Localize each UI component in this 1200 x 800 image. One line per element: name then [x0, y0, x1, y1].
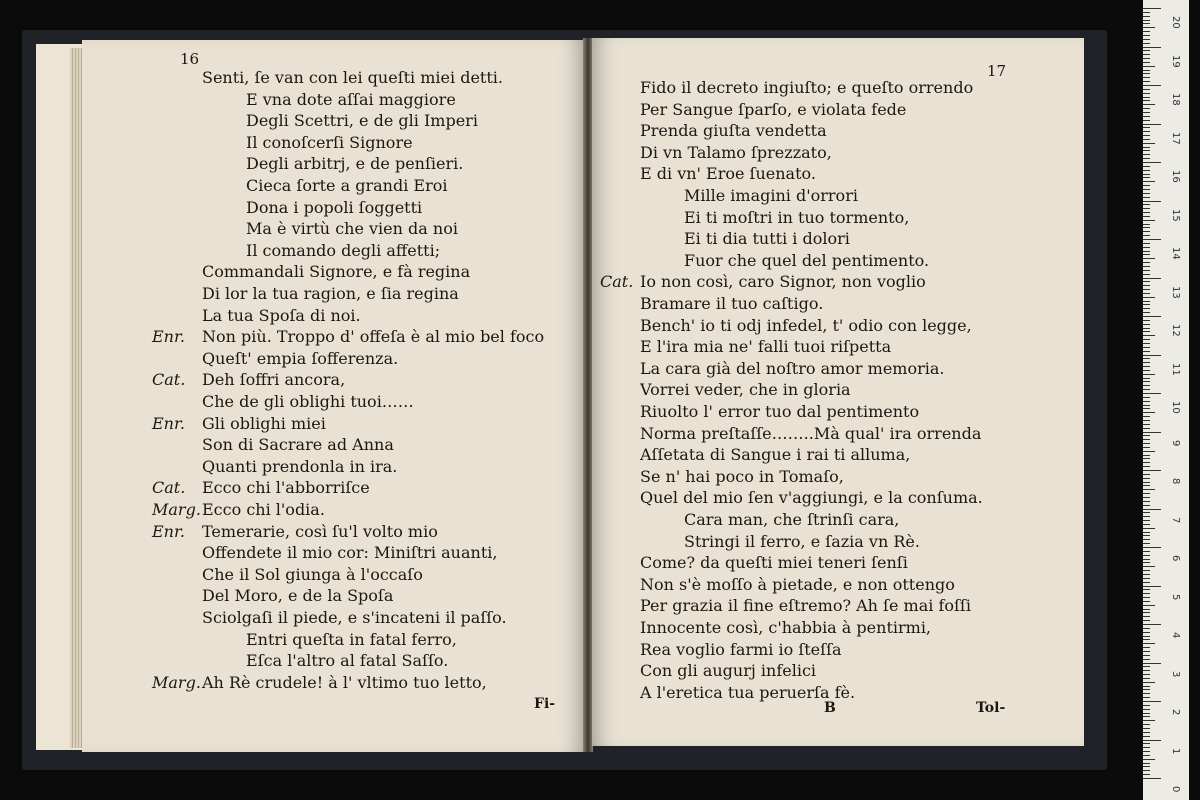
verse-line: Cieca ſorte a grandi Eroi — [246, 176, 448, 195]
ruler-tick — [1143, 89, 1150, 90]
ruler-tick — [1143, 408, 1150, 409]
ruler-tick — [1143, 104, 1155, 105]
ruler-number: 1 — [1170, 747, 1181, 754]
ruler-tick — [1143, 736, 1150, 737]
ruler-tick — [1143, 747, 1150, 748]
verse-line: E di vn' Eroe ſuenato. — [640, 164, 816, 184]
ruler-tick — [1143, 643, 1155, 644]
ruler-number: 19 — [1170, 54, 1181, 68]
ruler-tick — [1143, 693, 1150, 694]
ruler-tick — [1143, 177, 1150, 178]
right-page — [592, 38, 1084, 746]
ruler-tick — [1143, 247, 1150, 248]
ruler-tick — [1143, 258, 1155, 259]
ruler-tick — [1143, 281, 1150, 282]
ruler-tick — [1143, 39, 1150, 40]
ruler-tick — [1143, 355, 1161, 356]
ruler-tick — [1143, 385, 1150, 386]
verse-line: Eſca l'altro al fatal Saſſo. — [246, 651, 449, 671]
ruler-tick — [1143, 185, 1150, 186]
ruler-tick — [1143, 586, 1161, 587]
ruler-tick — [1143, 308, 1150, 309]
ruler-tick — [1143, 535, 1150, 536]
ruler-tick — [1143, 670, 1150, 671]
ruler-tick — [1143, 43, 1150, 44]
ruler-tick — [1143, 636, 1150, 637]
verse-line: Aſſetata di Sangue i rai ti alluma, — [640, 445, 911, 465]
ruler-tick — [1143, 539, 1150, 540]
ruler-tick — [1143, 293, 1150, 294]
ruler-tick — [1143, 458, 1150, 459]
ruler-tick — [1143, 639, 1150, 640]
ruler-tick — [1143, 582, 1150, 583]
ruler-tick — [1143, 262, 1150, 263]
verse-line: Fido il decreto ingiuſto; e queſto orrendo — [640, 78, 974, 97]
ruler-tick — [1143, 412, 1155, 413]
verse-line: Temerarie, così ſu'l volto mio — [202, 521, 438, 541]
ruler-tick — [1143, 751, 1150, 752]
ruler-tick — [1143, 231, 1150, 232]
ruler-tick — [1143, 474, 1150, 475]
ruler-tick — [1143, 593, 1150, 594]
ruler-tick — [1143, 632, 1150, 633]
ruler-tick — [1143, 139, 1150, 140]
ruler-tick — [1143, 297, 1155, 298]
ruler-tick — [1143, 154, 1150, 155]
ruler-tick — [1143, 112, 1150, 113]
ruler-tick — [1143, 343, 1150, 344]
ruler-tick — [1143, 131, 1150, 132]
verse-line: Non s'è moſſo à pietade, e non ottengo — [640, 574, 955, 594]
ruler-tick — [1143, 239, 1161, 240]
ruler-tick — [1143, 701, 1161, 702]
verse-line: Il comando degli affetti; — [246, 240, 441, 260]
verse-line: Di lor la tua ragion, e ſia regina — [202, 284, 459, 303]
ruler-tick — [1143, 663, 1161, 664]
ruler-tick — [1143, 243, 1150, 244]
speaker-label: Marg. — [152, 672, 201, 692]
ruler-tick — [1143, 432, 1161, 433]
ruler-tick — [1143, 20, 1150, 21]
ruler-tick — [1143, 455, 1150, 456]
verse-line: Norma preſtaſſe……..Mà qual' ira orrenda — [640, 423, 982, 443]
verse-line: Gli oblighi miei — [202, 413, 326, 433]
ruler-tick — [1143, 50, 1150, 51]
ruler-tick — [1143, 224, 1150, 225]
ruler-tick — [1143, 462, 1150, 463]
verse-line: E l'ira mia ne' falli tuoi riſpetta — [640, 337, 892, 357]
ruler-tick — [1143, 647, 1150, 648]
verse-line: Per Sangue ſparſo, e violata fede — [640, 99, 907, 119]
ruler-tick — [1143, 108, 1150, 109]
verse-line: La tua Spoſa di noi. — [202, 305, 361, 325]
ruler-tick — [1143, 578, 1150, 579]
ruler-tick — [1143, 428, 1150, 429]
ruler-tick — [1143, 416, 1150, 417]
ruler-tick — [1143, 47, 1161, 48]
ruler-number: 18 — [1170, 93, 1181, 106]
ruler-tick — [1143, 150, 1150, 151]
ruler-tick — [1143, 439, 1150, 440]
ruler-tick — [1143, 470, 1161, 471]
ruler-tick — [1143, 697, 1150, 698]
ruler-tick — [1143, 601, 1150, 602]
ruler-tick — [1143, 304, 1150, 305]
ruler-number: 9 — [1170, 439, 1181, 446]
ruler-tick — [1143, 424, 1150, 425]
ruler-tick — [1143, 555, 1150, 556]
verse-line: Vorrei veder, che in gloria — [640, 380, 851, 400]
ruler-tick — [1143, 31, 1150, 32]
ruler-number: 11 — [1170, 362, 1181, 376]
ruler-tick — [1143, 97, 1150, 98]
ruler-tick — [1143, 447, 1150, 448]
verse-line: Come? da queſti miei teneri ſenſi — [640, 553, 908, 573]
verse-line: Prenda giuſta vendetta — [640, 121, 827, 141]
ruler-tick — [1143, 193, 1150, 194]
ruler-tick — [1143, 497, 1150, 498]
measuring-ruler — [1143, 0, 1189, 800]
ruler-tick — [1143, 624, 1161, 625]
ruler-tick — [1143, 274, 1150, 275]
page-number-right: 17 — [987, 62, 1007, 80]
ruler-tick — [1143, 628, 1150, 629]
ruler-tick — [1143, 347, 1150, 348]
ruler-tick — [1143, 189, 1150, 190]
ruler-tick — [1143, 58, 1150, 59]
ruler-tick — [1143, 570, 1150, 571]
ruler-tick — [1143, 678, 1150, 679]
verse-line: Degli Scettri, e de gli Imperi — [246, 111, 478, 131]
ruler-tick — [1143, 443, 1150, 444]
ruler-tick — [1143, 778, 1161, 779]
catchword-left: Fi- — [534, 696, 556, 712]
ruler-tick — [1143, 689, 1150, 690]
ruler-tick — [1143, 85, 1161, 86]
ruler-tick — [1143, 528, 1155, 529]
ruler-tick — [1143, 351, 1150, 352]
ruler-number: 7 — [1170, 516, 1181, 523]
verse-line: Riuolto l' error tuo dal pentimento — [640, 402, 920, 421]
ruler-tick — [1143, 339, 1150, 340]
speaker-label: Cat. — [152, 370, 186, 390]
ruler-number: 5 — [1170, 593, 1181, 600]
ruler-tick — [1143, 73, 1150, 74]
verse-line: Del Moro, e de la Spoſa — [202, 586, 394, 606]
ruler-tick — [1143, 23, 1150, 24]
ruler-tick — [1143, 485, 1150, 486]
ruler-tick — [1143, 405, 1150, 406]
ruler-tick — [1143, 401, 1150, 402]
ruler-tick — [1143, 147, 1150, 148]
ruler-tick — [1143, 516, 1150, 517]
ruler-number: 13 — [1170, 285, 1181, 299]
ruler-tick — [1143, 135, 1150, 136]
ruler-tick — [1143, 716, 1150, 717]
ruler-tick — [1143, 70, 1150, 71]
ruler-tick — [1143, 197, 1150, 198]
verse-line: Bench' io ti odj infedel, t' odio con legge, — [640, 315, 972, 335]
verse-line: Cara man, che ſtrinſi cara, — [684, 510, 900, 529]
verse-line: Entri queſta in fatal ferro, — [246, 629, 457, 649]
left-page — [82, 40, 584, 752]
verse-line: Ei ti dia tutti i dolori — [684, 229, 850, 249]
ruler-tick — [1143, 289, 1150, 290]
ruler-tick — [1143, 335, 1155, 336]
ruler-tick — [1143, 666, 1150, 667]
ruler-tick — [1143, 370, 1150, 371]
ruler-tick — [1143, 235, 1150, 236]
verse-line: Io non così, caro Signor, non voglio — [640, 272, 926, 292]
verse-line: Bramare il tuo caſtigo. — [640, 294, 824, 313]
verse-line: Quanti prendonla in ira. — [202, 456, 398, 476]
ruler-tick — [1143, 170, 1150, 171]
ruler-tick — [1143, 705, 1150, 706]
ruler-tick — [1143, 266, 1150, 267]
ruler-tick — [1143, 543, 1150, 544]
verse-line: Fuor che quel del pentimento. — [684, 250, 930, 270]
ruler-tick — [1143, 763, 1150, 764]
ruler-number: 8 — [1170, 478, 1181, 485]
ruler-tick — [1143, 204, 1150, 205]
ruler-tick — [1143, 216, 1150, 217]
speaker-label: Enr. — [152, 327, 185, 347]
ruler-tick — [1143, 686, 1150, 687]
ruler-tick — [1143, 166, 1150, 167]
ruler-tick — [1143, 285, 1150, 286]
ruler-tick — [1143, 174, 1150, 175]
ruler-tick — [1143, 158, 1150, 159]
ruler-number: 2 — [1170, 709, 1181, 716]
signature-mark: B — [824, 700, 836, 716]
ruler-tick — [1143, 54, 1150, 55]
ruler-tick — [1143, 124, 1161, 125]
ruler-tick — [1143, 301, 1150, 302]
ruler-tick — [1143, 493, 1150, 494]
ruler-tick — [1143, 328, 1150, 329]
ruler-tick — [1143, 755, 1150, 756]
ruler-tick — [1143, 278, 1161, 279]
ruler-tick — [1143, 8, 1161, 9]
verse-line: Non più. Troppo d' offeſa è al mio bel foco — [202, 327, 545, 347]
verse-line: Per grazia il fine eſtremo? Ah ſe mai foſſi — [640, 596, 971, 616]
page-number-left: 16 — [180, 50, 200, 68]
ruler-tick — [1143, 331, 1150, 332]
ruler-tick — [1143, 143, 1155, 144]
ruler-tick — [1143, 605, 1155, 606]
verse-line: A l'eretica tua peruerſa fè. — [640, 682, 856, 702]
ruler-tick — [1143, 435, 1150, 436]
ruler-number: 10 — [1170, 401, 1181, 414]
ruler-number: 16 — [1170, 170, 1181, 183]
ruler-tick — [1143, 316, 1161, 317]
ruler-tick — [1143, 616, 1150, 617]
verse-line: Con gli augurj infelici — [640, 661, 817, 681]
speaker-label: Enr. — [152, 521, 185, 541]
ruler-tick — [1143, 451, 1155, 452]
ruler-tick — [1143, 100, 1150, 101]
ruler-tick — [1143, 66, 1155, 67]
ruler-tick — [1143, 566, 1155, 567]
ruler-tick — [1143, 162, 1161, 163]
ruler-tick — [1143, 208, 1150, 209]
ruler-tick — [1143, 774, 1150, 775]
ruler-tick — [1143, 12, 1150, 13]
ruler-number: 6 — [1170, 555, 1181, 562]
verse-line: Son di Sacrare ad Anna — [202, 435, 394, 455]
verse-line: Che de gli oblighi tuoi…… — [202, 392, 414, 411]
ruler-tick — [1143, 505, 1150, 506]
ruler-tick — [1143, 728, 1150, 729]
ruler-tick — [1143, 81, 1150, 82]
ruler-tick — [1143, 720, 1155, 721]
ruler-tick — [1143, 254, 1150, 255]
ruler-number: 17 — [1170, 131, 1181, 145]
ruler-tick — [1143, 251, 1150, 252]
ruler-tick — [1143, 589, 1150, 590]
ruler-tick — [1143, 482, 1150, 483]
speaker-label: Enr. — [152, 413, 185, 433]
ruler-tick — [1143, 93, 1150, 94]
verse-line: Se n' hai poco in Tomaſo, — [640, 466, 844, 486]
ruler-tick — [1143, 709, 1150, 710]
ruler-tick — [1143, 501, 1150, 502]
verse-line: Commandali Signore, e fà regina — [202, 262, 471, 282]
ruler-tick — [1143, 612, 1150, 613]
ruler-tick — [1143, 562, 1150, 563]
ruler-tick — [1143, 732, 1150, 733]
verse-line: Che il Sol giunga à l'occaſo — [202, 564, 423, 584]
ruler-tick — [1143, 381, 1150, 382]
ruler-tick — [1143, 397, 1150, 398]
ruler-number: 3 — [1170, 670, 1181, 677]
ruler-tick — [1143, 655, 1150, 656]
ruler-tick — [1143, 524, 1150, 525]
ruler-tick — [1143, 116, 1150, 117]
ruler-tick — [1143, 77, 1150, 78]
ruler-tick — [1143, 362, 1150, 363]
ruler-tick — [1143, 120, 1150, 121]
ruler-tick — [1143, 320, 1150, 321]
verse-line: Senti, ſe van con lei queſti miei detti. — [202, 68, 503, 87]
ruler-tick — [1143, 740, 1161, 741]
ruler-tick — [1143, 759, 1155, 760]
verse-line: Rea voglio farmi io ſteſſa — [640, 639, 842, 659]
ruler-tick — [1143, 713, 1150, 714]
ruler-number: 15 — [1170, 208, 1181, 222]
ruler-tick — [1143, 682, 1155, 683]
ruler-tick — [1143, 420, 1150, 421]
verse-line: Sciolgaſi il piede, e s'incateni il paſſo. — [202, 608, 507, 627]
ruler-tick — [1143, 766, 1150, 767]
ruler-tick — [1143, 358, 1150, 359]
ruler-number: 14 — [1170, 247, 1181, 260]
verse-line: Offendete il mio cor: Miniſtri auanti, — [202, 543, 498, 563]
verse-line: Mille imagini d'orrori — [684, 186, 858, 205]
ruler-tick — [1143, 62, 1150, 63]
verse-line: La cara già del noſtro amor memoria. — [640, 358, 945, 378]
ruler-tick — [1143, 35, 1150, 36]
ruler-tick — [1143, 770, 1150, 771]
ruler-number: 12 — [1170, 324, 1181, 337]
verse-line: Queſt' empia ſofferenza. — [202, 348, 399, 368]
verse-line: Degli arbitrj, e de penſieri. — [246, 154, 464, 174]
verse-line: Ecco chi l'abborriſce — [202, 478, 370, 498]
verse-line: Quel del mio ſen v'aggiungi, e la conſuma. — [640, 488, 983, 508]
ruler-tick — [1143, 743, 1150, 744]
ruler-number: 4 — [1170, 632, 1181, 639]
ruler-tick — [1143, 651, 1150, 652]
ruler-tick — [1143, 547, 1161, 548]
ruler-tick — [1143, 324, 1150, 325]
ruler-tick — [1143, 520, 1150, 521]
ruler-tick — [1143, 674, 1150, 675]
verse-line: Ecco chi l'odia. — [202, 500, 325, 519]
verse-line: Ah Rè crudele! à l' vltimo tuo letto, — [202, 672, 487, 692]
ruler-tick — [1143, 724, 1150, 725]
ruler-tick — [1143, 512, 1150, 513]
ruler-tick — [1143, 389, 1150, 390]
verse-line: Stringi il ferro, e ſazia vn Rè. — [684, 531, 920, 551]
verse-line: Deh ſoffri ancora, — [202, 370, 346, 390]
ruler-tick — [1143, 312, 1150, 313]
ruler-tick — [1143, 620, 1150, 621]
verse-line: Ma è virtù che vien da noi — [246, 219, 458, 239]
ruler-tick — [1143, 181, 1155, 182]
ruler-tick — [1143, 212, 1150, 213]
ruler-tick — [1143, 489, 1155, 490]
speaker-label: Cat. — [600, 272, 634, 292]
ruler-tick — [1143, 366, 1150, 367]
ruler-tick — [1143, 220, 1155, 221]
ruler-tick — [1143, 659, 1150, 660]
speaker-label: Cat. — [152, 478, 186, 498]
ruler-tick — [1143, 609, 1150, 610]
ruler-tick — [1143, 127, 1150, 128]
verse-line: Dona i popoli ſoggetti — [246, 197, 423, 217]
ruler-tick — [1143, 378, 1150, 379]
ruler-tick — [1143, 532, 1150, 533]
ruler-tick — [1143, 201, 1161, 202]
catchword-right: Tol- — [976, 700, 1006, 716]
ruler-tick — [1143, 597, 1150, 598]
ruler-number: 20 — [1170, 16, 1181, 29]
ruler-tick — [1143, 393, 1161, 394]
ruler-tick — [1143, 16, 1150, 17]
ruler-tick — [1143, 270, 1150, 271]
ruler-tick — [1143, 478, 1150, 479]
speaker-label: Marg. — [152, 500, 201, 519]
ruler-tick — [1143, 574, 1150, 575]
ruler-tick — [1143, 466, 1150, 467]
ruler-tick — [1143, 559, 1150, 560]
ruler-tick — [1143, 509, 1161, 510]
verse-line: Innocente così, c'habbia à pentirmi, — [640, 618, 932, 637]
ruler-tick — [1143, 227, 1150, 228]
ruler-number: 0 — [1170, 786, 1181, 793]
verse-line: Ei ti moſtri in tuo tormento, — [684, 207, 910, 227]
verse-line: Di vn Talamo ſprezzato, — [640, 142, 832, 162]
verse-line: E vna dote aſſai maggiore — [246, 89, 456, 109]
ruler-tick — [1143, 27, 1155, 28]
ruler-tick — [1143, 374, 1155, 375]
ruler-tick — [1143, 551, 1150, 552]
verse-line: Il conoſcerſi Signore — [246, 132, 413, 152]
